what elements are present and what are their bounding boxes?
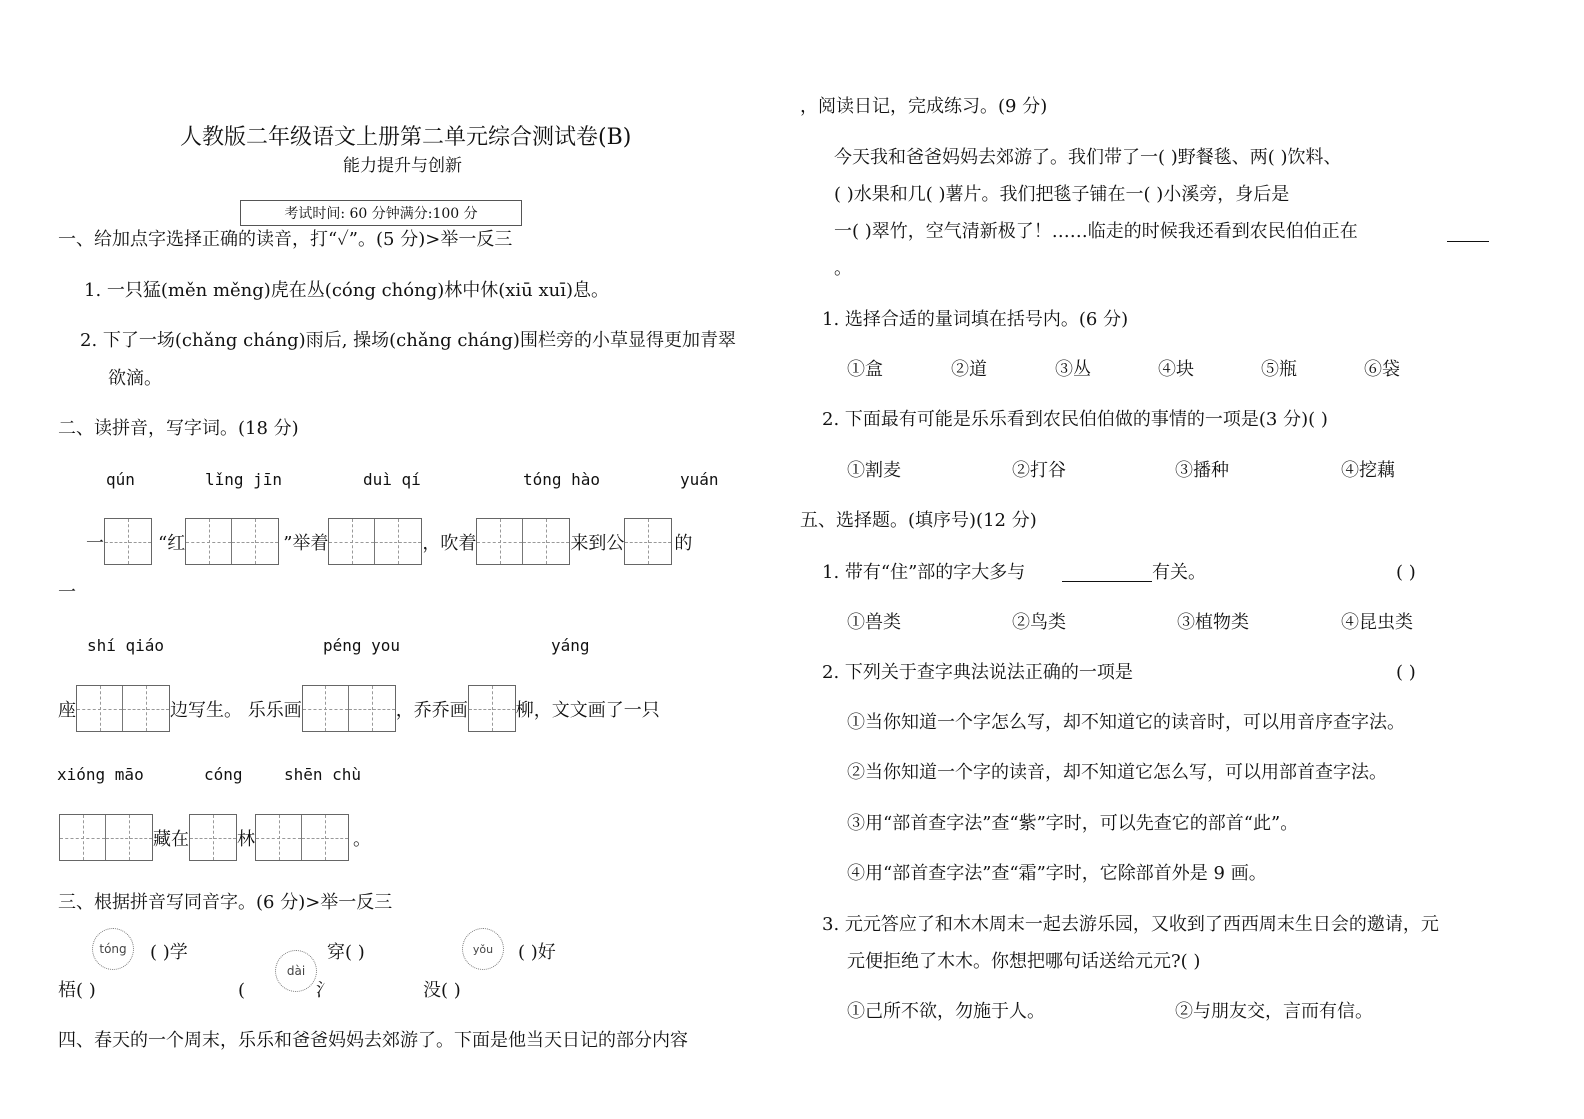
writing-grid-yuan[interactable] bbox=[624, 518, 672, 565]
section1-q2-line1: 2. 下了一场(chǎng cháng)雨后, 操场(chǎng cháng)围栏旁的小草显得更加青翠 bbox=[80, 330, 736, 351]
pinyin-label: shí qiáo bbox=[87, 636, 165, 655]
pinyin-label: xióng māo bbox=[57, 765, 144, 784]
section1-q1: 1. 一只猛(měn měng)虎在丛(cóng chóng)林中休(xiū xuī)息。 bbox=[84, 280, 610, 301]
pinyin-badge-you: yǒu bbox=[462, 928, 504, 970]
option: ④昆虫类 bbox=[1341, 612, 1413, 633]
section4-heading-part2: ，阅读日记，完成练习。(9 分) bbox=[800, 96, 1048, 117]
option: ②道 bbox=[951, 359, 987, 380]
pinyin-label: yuán bbox=[680, 470, 719, 489]
option: ②当你知道一个字的读音，却不知道它怎么写，可以用部首查字法。 bbox=[847, 762, 1387, 783]
diary-line: ( )水果和几( )薯片。我们把毯子铺在一( )小溪旁，身后是 bbox=[834, 184, 1290, 205]
option: ⑤瓶 bbox=[1261, 359, 1297, 380]
option: ②鸟类 bbox=[1012, 612, 1066, 633]
writing-grid-duiqi[interactable] bbox=[328, 518, 422, 565]
pinyin-label: péng you bbox=[323, 636, 401, 655]
option: ④块 bbox=[1158, 359, 1194, 380]
pinyin-label: tóng hào bbox=[523, 470, 601, 489]
writing-grid-pengyou[interactable] bbox=[302, 685, 396, 732]
section5-q1-stem-b: 有关。 bbox=[1152, 562, 1206, 583]
section5-q1-stem-a: 1. 带有“住”部的字大多与 bbox=[822, 562, 1026, 583]
exam-info-box: 考试时间: 60 分钟满分:100 分 bbox=[240, 200, 522, 226]
section4-q1-stem: 1. 选择合适的量词填在括号内。(6 分) bbox=[822, 309, 1129, 330]
pinyin-badge-dai: dài bbox=[275, 950, 317, 992]
option: ③丛 bbox=[1055, 359, 1091, 380]
option: ⑥袋 bbox=[1364, 359, 1400, 380]
answer-blank[interactable]: 穿( ) bbox=[327, 942, 365, 963]
option: ③植物类 bbox=[1177, 612, 1249, 633]
writing-row-2 bbox=[58, 685, 660, 732]
section2-heading: 二、读拼音，写字词。(18 分) bbox=[58, 418, 299, 439]
option: ①割麦 bbox=[847, 460, 901, 481]
row-text: 的 bbox=[674, 532, 693, 554]
page-subtitle: 能力提升与创新 bbox=[343, 156, 462, 176]
section1-q2-line2: 欲滴。 bbox=[108, 368, 162, 389]
section5-q3-line2: 元便拒绝了木木。你想把哪句话送给元元?( ) bbox=[847, 951, 1201, 972]
pinyin-label: qún bbox=[106, 470, 135, 489]
writing-grid-shiqiao[interactable] bbox=[76, 685, 170, 732]
answer-blank[interactable]: 梧( ) bbox=[58, 980, 96, 1001]
writing-grid-lingjin[interactable] bbox=[185, 518, 279, 565]
option: ②与朋友交，言而有信。 bbox=[1175, 1001, 1373, 1022]
diary-line: 。 bbox=[834, 258, 852, 279]
page-title: 人教版二年级语文上册第二单元综合测试卷(B) bbox=[180, 125, 632, 150]
row-text: “红 bbox=[158, 532, 186, 554]
section5-q3-line1: 3. 元元答应了和木木周末一起去游乐园，又收到了西西周末生日会的邀请，元 bbox=[822, 914, 1439, 935]
option: ①己所不欲，勿施于人。 bbox=[847, 1001, 1045, 1022]
answer-underline[interactable] bbox=[1447, 226, 1489, 242]
writing-row-1 bbox=[86, 518, 692, 565]
pinyin-label: shēn chù bbox=[284, 765, 362, 784]
section1-heading: 一、给加点字选择正确的读音，打“✓”。(5 分)>举一反三 bbox=[58, 229, 513, 250]
section3-heading: 三、根据拼音写同音字。(6 分)>举一反三 bbox=[58, 892, 393, 913]
option: ③用“部首查字法”查“紫”字时，可以先查它的部首“此”。 bbox=[847, 813, 1299, 834]
section4-q2-stem: 2. 下面最有可能是乐乐看到农民伯伯做的事情的一项是(3 分)( ) bbox=[822, 409, 1328, 430]
writing-grid-cong[interactable] bbox=[189, 814, 237, 861]
row-text: ，吹着 bbox=[422, 532, 477, 554]
option: ①当你知道一个字怎么写，却不知道它的读音时，可以用音序查字法。 bbox=[847, 712, 1405, 733]
option: ①兽类 bbox=[847, 612, 901, 633]
option: ④挖藕 bbox=[1341, 460, 1395, 481]
diary-line: 今天我和爸爸妈妈去郊游了。我们带了一( )野餐毯、两( )饮料、 bbox=[834, 147, 1342, 168]
answer-paren[interactable]: ( ) bbox=[1396, 562, 1416, 583]
answer-blank[interactable]: ( )学 bbox=[150, 942, 188, 963]
row-text: 藏在 bbox=[153, 828, 189, 850]
pinyin-label: lǐng jīn bbox=[205, 470, 283, 489]
answer-blank[interactable]: 没( ) bbox=[423, 980, 461, 1001]
row-text: ”举着 bbox=[283, 532, 329, 554]
answer-paren[interactable]: ( ) bbox=[1396, 662, 1416, 683]
section4-heading-part1: 四、春天的一个周末，乐乐和爸爸妈妈去郊游了。下面是他当天日记的部分内容 bbox=[58, 1030, 688, 1051]
answer-underline[interactable] bbox=[1062, 564, 1152, 582]
row-text: 一 bbox=[86, 532, 104, 554]
option: ①盒 bbox=[847, 359, 883, 380]
row-text: 来到公 bbox=[570, 532, 625, 554]
pinyin-badge-tong: tóng bbox=[92, 928, 134, 970]
radical-text: 氵 bbox=[316, 980, 334, 1001]
writing-grid-yang[interactable] bbox=[468, 685, 516, 732]
pinyin-label: duì qí bbox=[363, 470, 421, 489]
row-wrap-text: 一 bbox=[58, 582, 76, 603]
section5-q2-stem: 2. 下列关于查字典法说法正确的一项是 bbox=[822, 662, 1133, 683]
writing-row-3 bbox=[59, 814, 371, 861]
diary-line: 一( )翠竹，空气清新极了！……临走的时候我还看到农民伯伯正在 bbox=[834, 221, 1358, 242]
answer-blank[interactable]: ( bbox=[238, 980, 246, 1001]
row-text: 边写生。 乐乐画 bbox=[170, 699, 302, 721]
row-text: 柳，文文画了一只 bbox=[515, 699, 660, 721]
pinyin-label: yáng bbox=[551, 636, 590, 655]
writing-grid-shenchu[interactable] bbox=[255, 814, 349, 861]
row-text: 座 bbox=[58, 699, 76, 721]
pinyin-label: cóng bbox=[204, 765, 243, 784]
section5-heading: 五、选择题。(填序号)(12 分) bbox=[800, 510, 1037, 531]
writing-grid-qun[interactable] bbox=[104, 518, 152, 565]
writing-grid-tonghao[interactable] bbox=[476, 518, 570, 565]
row-text: 。 bbox=[353, 828, 371, 850]
answer-blank[interactable]: ( )好 bbox=[518, 942, 556, 963]
option: ②打谷 bbox=[1012, 460, 1066, 481]
writing-grid-xiongmao[interactable] bbox=[59, 814, 153, 861]
row-text: 林 bbox=[237, 828, 255, 850]
option: ③播种 bbox=[1175, 460, 1229, 481]
row-text: ，乔乔画 bbox=[395, 699, 468, 721]
option: ④用“部首查字法”查“霜”字时，它除部首外是 9 画。 bbox=[847, 863, 1267, 884]
